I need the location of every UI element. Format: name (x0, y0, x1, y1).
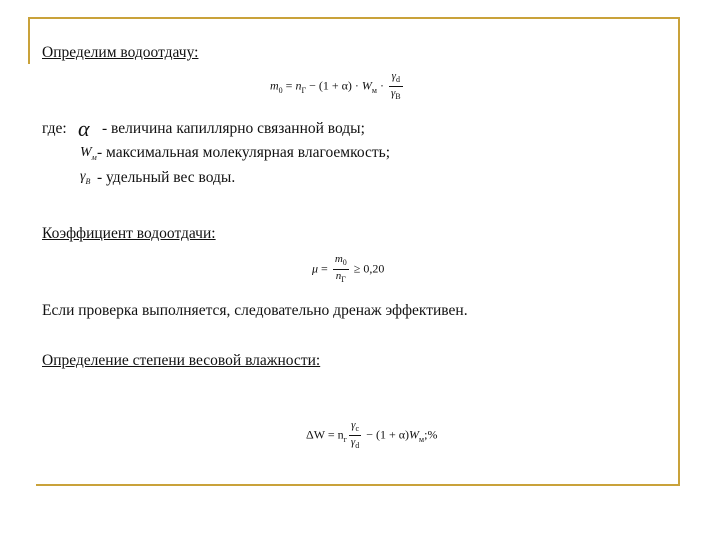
formula-coefficient: μ = $\frac{m_0}{n_Г}$ ≥ 0,20 (312, 253, 385, 285)
top-rule (28, 17, 680, 19)
statement-drainage: Если проверка выполняется, следовательно дренаж эффективен. (42, 302, 468, 319)
def-w: - максимальная молекулярная влагоемкость; (97, 144, 391, 161)
formula-water-yield: $m_0 = n_Г - (1 + \alpha) \cdot W_м$ · $\frac{\gamma_d}{\gamma_B}$ (270, 70, 401, 102)
heading-water-yield: Определим водоотдачу: (42, 44, 199, 61)
bottom-rule (36, 484, 680, 486)
right-rule (678, 17, 680, 485)
formula-moisture: $\Delta W = n_г$ $\frac{\gamma_с}{\gamma_d}$ − $(1 + \alpha)W_м;\%$ (306, 419, 438, 451)
def-gamma: - удельный вес воды. (97, 169, 236, 186)
gamma-symbol: $\gamma_B$ (80, 169, 91, 186)
left-rule (28, 17, 30, 64)
where-label: где: (42, 120, 67, 137)
heading-moisture: Определение степени весовой влажности: (42, 352, 321, 369)
def-alpha: - величина капиллярно связанной воды; (102, 120, 365, 137)
w-symbol: $W_м$ (80, 145, 97, 162)
alpha-symbol: α (78, 116, 90, 141)
heading-coefficient: Коэффициент водоотдачи: (42, 225, 216, 242)
